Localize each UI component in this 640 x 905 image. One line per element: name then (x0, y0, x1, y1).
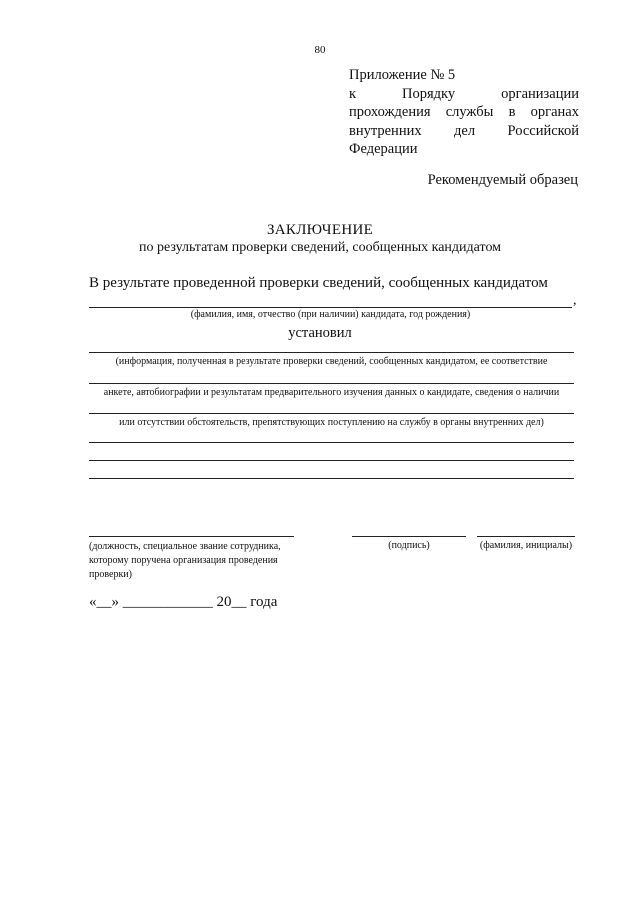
info-line-4[interactable] (89, 442, 574, 443)
info-line-5[interactable] (89, 460, 574, 461)
info-caption-2: анкете, автобиографии и результатам предварительного изучения данных о кандидате, сведения о наличии (103, 387, 560, 398)
annex-word: внутренних (349, 122, 422, 139)
day-blank[interactable]: __ (96, 594, 112, 610)
annex-word: органах (530, 104, 579, 121)
year-word: года (250, 594, 278, 610)
annex-line-1 (349, 85, 579, 104)
annex-word: Порядку (402, 85, 456, 102)
name-line[interactable] (477, 536, 575, 537)
recommended-sample-label: Рекомендуемый образец (427, 172, 578, 188)
annex-line-3 (349, 122, 579, 141)
date-line (89, 594, 277, 611)
info-line-6[interactable] (89, 478, 574, 479)
page-number: 80 (314, 44, 326, 56)
annex-title: Приложение № 5 (349, 67, 456, 83)
name-caption: (фамилия, инициалы) (479, 540, 573, 551)
annex-line-4: Федерации (349, 141, 418, 158)
annex-line-2 (349, 103, 579, 122)
info-line-3[interactable] (89, 413, 574, 414)
candidate-name-line[interactable] (89, 307, 572, 308)
info-line-1[interactable] (89, 352, 574, 353)
info-caption-3: или отсутствии обстоятельств, препятствующих поступлению на службу в органы внутренних дел) (119, 417, 544, 428)
annex-word: в (508, 104, 516, 121)
close-quote: » (111, 594, 119, 610)
intro-text: В результате проведенной проверки сведений, сообщенных кандидатом (89, 275, 548, 291)
info-line-2[interactable] (89, 383, 574, 384)
annex-block (349, 66, 579, 159)
candidate-caption: (фамилия, имя, отчество (при наличии) кандидата, год рождения) (190, 309, 471, 320)
annex-word: организации (501, 85, 579, 102)
annex-word: к (349, 85, 357, 102)
month-blank[interactable]: ____________ (122, 594, 213, 610)
position-caption: (должность, специальное звание сотрудника, которому поручена организация проведения проверки) (89, 541, 281, 580)
signature-caption: (подпись) (388, 540, 430, 551)
line-comma: , (573, 293, 577, 308)
info-caption-1: (информация, полученная в результате проверки сведений, сообщенных кандидатом, ее соответствие (115, 356, 548, 367)
annex-word: дел (454, 122, 476, 139)
year-blank[interactable]: __ (231, 594, 247, 610)
annex-word: службы (445, 104, 494, 121)
document-subtitle: по результатам проверки сведений, сообщенных кандидатом (138, 240, 502, 255)
annex-word: прохождения (349, 104, 431, 121)
established-word: установил (288, 325, 352, 341)
annex-word: Российской (507, 122, 579, 139)
open-quote: « (89, 594, 97, 610)
year-prefix: 20 (216, 594, 232, 610)
signature-line[interactable] (352, 536, 466, 537)
position-line[interactable] (89, 536, 294, 537)
document-title: ЗАКЛЮЧЕНИЕ (266, 222, 374, 238)
